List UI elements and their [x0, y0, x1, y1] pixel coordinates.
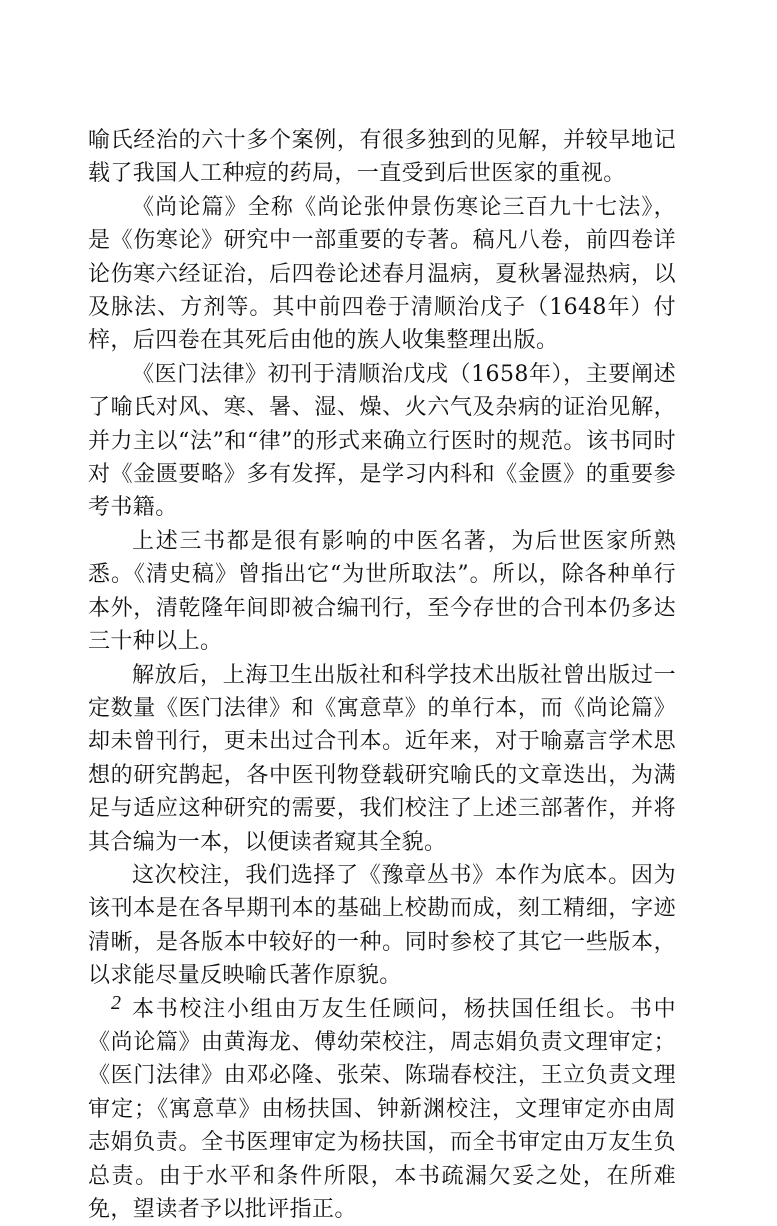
page-number: 2: [111, 992, 121, 1014]
paragraph-shanglunpian: 《尚论篇》全称《尚论张仲景伤寒论三百九十七法》，是《伤寒论》研究中一部重要的专著。稿凡八卷，前四卷详论伤寒六经证治，后四卷论述春月温病，夏秋暑湿热病，以及脉法、方剂等。其中前四卷于清顺治戊子（1648年）付梓，后四卷在其死后由他的族人收集整理出版。: [88, 194, 676, 354]
paragraph-after-liberation: 解放后，上海卫生出版社和科学技术出版社曾出版过一定数量《医门法律》和《寓意草》的单行本，而《尚论篇》却未曾刊行，更未出过合刊本。近年来，对于喻嘉言学术思想的研究鹊起，各中医刊物登载研究喻氏的文章迭出，为满足与适应这种研究的需要，我们校注了上述三部著作，并将其合编为一本，以便读者窥其全貌。: [88, 662, 676, 855]
paragraph-editorial-team: 本书校注小组由万友生任顾问，杨扶国任组长。书中《尚论篇》由黄海龙、傅幼荣校注，周志娟负责文理审定；《医门法律》由邓必隆、张荣、陈瑞春校注，王立负责文理审定；《寓意草》由杨扶国、钟新渊校注，文理审定亦由周志娟负责。全书医理审定为杨扶国，而全书审定由万友生负总责。由于水平和条件所限，本书疏漏欠妥之处，在所难免，望读者予以批评指正。: [88, 996, 676, 1222]
page-body: [88, 124, 676, 1226]
paragraph-influence: 上述三书都是很有影响的中医名著，为后世医家所熟悉。《清史稿》曾指出它“为世所取法”。所以，除各种单行本外，清乾隆年间即被合编刊行，至今存世的合刊本仍多达三十种以上。: [88, 528, 676, 655]
paragraph-yimenfalv: 《医门法律》初刊于清顺治戊戌（1658年），主要阐述了喻氏对风、寒、暑、湿、燥、火六气及杂病的证治见解，并力主以“法”和“律”的形式来确立行医时的规范。该书同时对《金匮要略》多有发挥，是学习内科和《金匮》的重要参考书籍。: [88, 361, 676, 521]
paragraph-continuation: 喻氏经治的六十多个案例，有很多独到的见解，并较早地记载了我国人工种痘的药局，一直受到后世医家的重视。: [88, 128, 676, 187]
paragraph-base-edition: 这次校注，我们选择了《豫章丛书》本作为底本。因为该刊本是在各早期刊本的基础上校勘而成，刻工精细，字迹清晰，是各版本中较好的一种。同时参校了其它一些版本，以求能尽量反映喻氏著作原貌。: [88, 862, 676, 989]
